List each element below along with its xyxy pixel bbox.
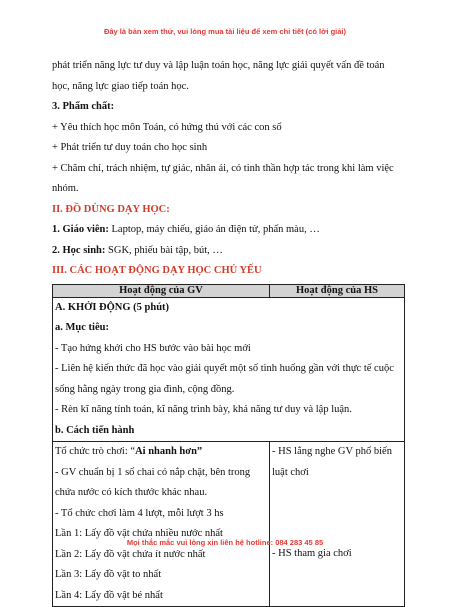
goal-item: - Rèn kĩ năng tính toán, kĩ năng trình bày, khả năng tư duy và lập luận.	[55, 400, 402, 421]
quality-item: + Phát triển tư duy toán cho học sinh	[52, 138, 404, 159]
goal-item: - Liên hệ kiến thức đã học vào giải quyết một số tình huống gần với thực tế cuộc sống hằng ngày trong gia đình, cộng đồng.	[55, 359, 402, 400]
student-step-listen: - HS lắng nghe GV phổ biến luật chơi	[272, 442, 402, 483]
game-name: Ai nhanh hơn”	[135, 446, 202, 457]
section-heading-materials: II. ĐỒ DÙNG DẠY HỌC:	[52, 200, 404, 221]
student-label: 2. Học sinh:	[52, 245, 105, 256]
student-materials	[52, 241, 404, 262]
quality-item: + Yêu thích học môn Toán, có hứng thú với các con số	[52, 118, 404, 139]
startup-title: A. KHỞI ĐỘNG (5 phút)	[55, 298, 402, 319]
quality-heading: 3. Phẩm chất:	[52, 97, 404, 118]
document-body	[52, 56, 404, 607]
teacher-step: - GV chuẩn bị 1 số chai có nắp chặt, bên trong chứa nước có kích thước khác nhau.	[55, 463, 267, 504]
preview-notice: Đây là bản xem thử, vui lòng mua tài liệu để xem chi tiết (có lời giải)	[0, 27, 450, 36]
header-teacher-activity: Hoạt động của GV	[53, 284, 270, 297]
game-intro	[55, 442, 267, 463]
spacer	[272, 483, 402, 544]
table-row	[53, 297, 405, 442]
startup-section	[53, 297, 405, 442]
game-prefix: Tổ chức trò chơi: “	[55, 446, 135, 457]
quality-item: + Chăm chỉ, trách nhiệm, tự giác, nhân ái, có tinh thần hợp tác trong khi làm việc nhóm.	[52, 159, 404, 200]
goal-title: a. Mục tiêu:	[55, 318, 402, 339]
teacher-step: Lần 1: Lấy đồ vật chứa nhiều nước nhất	[55, 524, 267, 545]
teacher-label: 1. Giáo viên:	[52, 224, 109, 235]
intro-paragraph: phát triển năng lực tư duy và lập luận toán học, năng lực giải quyết vấn đề toán học, năng lực giao tiếp toán học.	[52, 56, 404, 97]
student-text: SGK, phiếu bài tập, bút, …	[105, 245, 223, 256]
goal-item: - Tạo hứng khởi cho HS bước vào bài học mới	[55, 339, 402, 360]
method-title: b. Cách tiến hành	[55, 421, 402, 442]
header-student-activity: Hoạt động của HS	[270, 284, 405, 297]
hotline-notice: Mọi thắc mắc vui lòng xin liên hệ hotline: 084 283 45 85	[0, 538, 450, 547]
activities-table	[52, 284, 405, 607]
student-step-play: - HS tham gia chơi	[272, 544, 402, 565]
teacher-step: - Tổ chức chơi làm 4 lượt, mỗi lượt 3 hs	[55, 504, 267, 525]
teacher-text: Laptop, máy chiếu, giáo án điện tử, phấn màu, …	[109, 224, 320, 235]
table-header-row	[53, 284, 405, 297]
teacher-step: Lần 4: Lấy đồ vật bé nhất	[55, 586, 267, 607]
section-heading-activities: III. CÁC HOẠT ĐỘNG DẠY HỌC CHỦ YẾU	[52, 261, 404, 282]
teacher-step: Lần 2: Lấy đồ vật chứa ít nước nhất	[55, 545, 267, 566]
teacher-step: Lần 3: Lấy đồ vật to nhất	[55, 565, 267, 586]
teacher-materials	[52, 220, 404, 241]
